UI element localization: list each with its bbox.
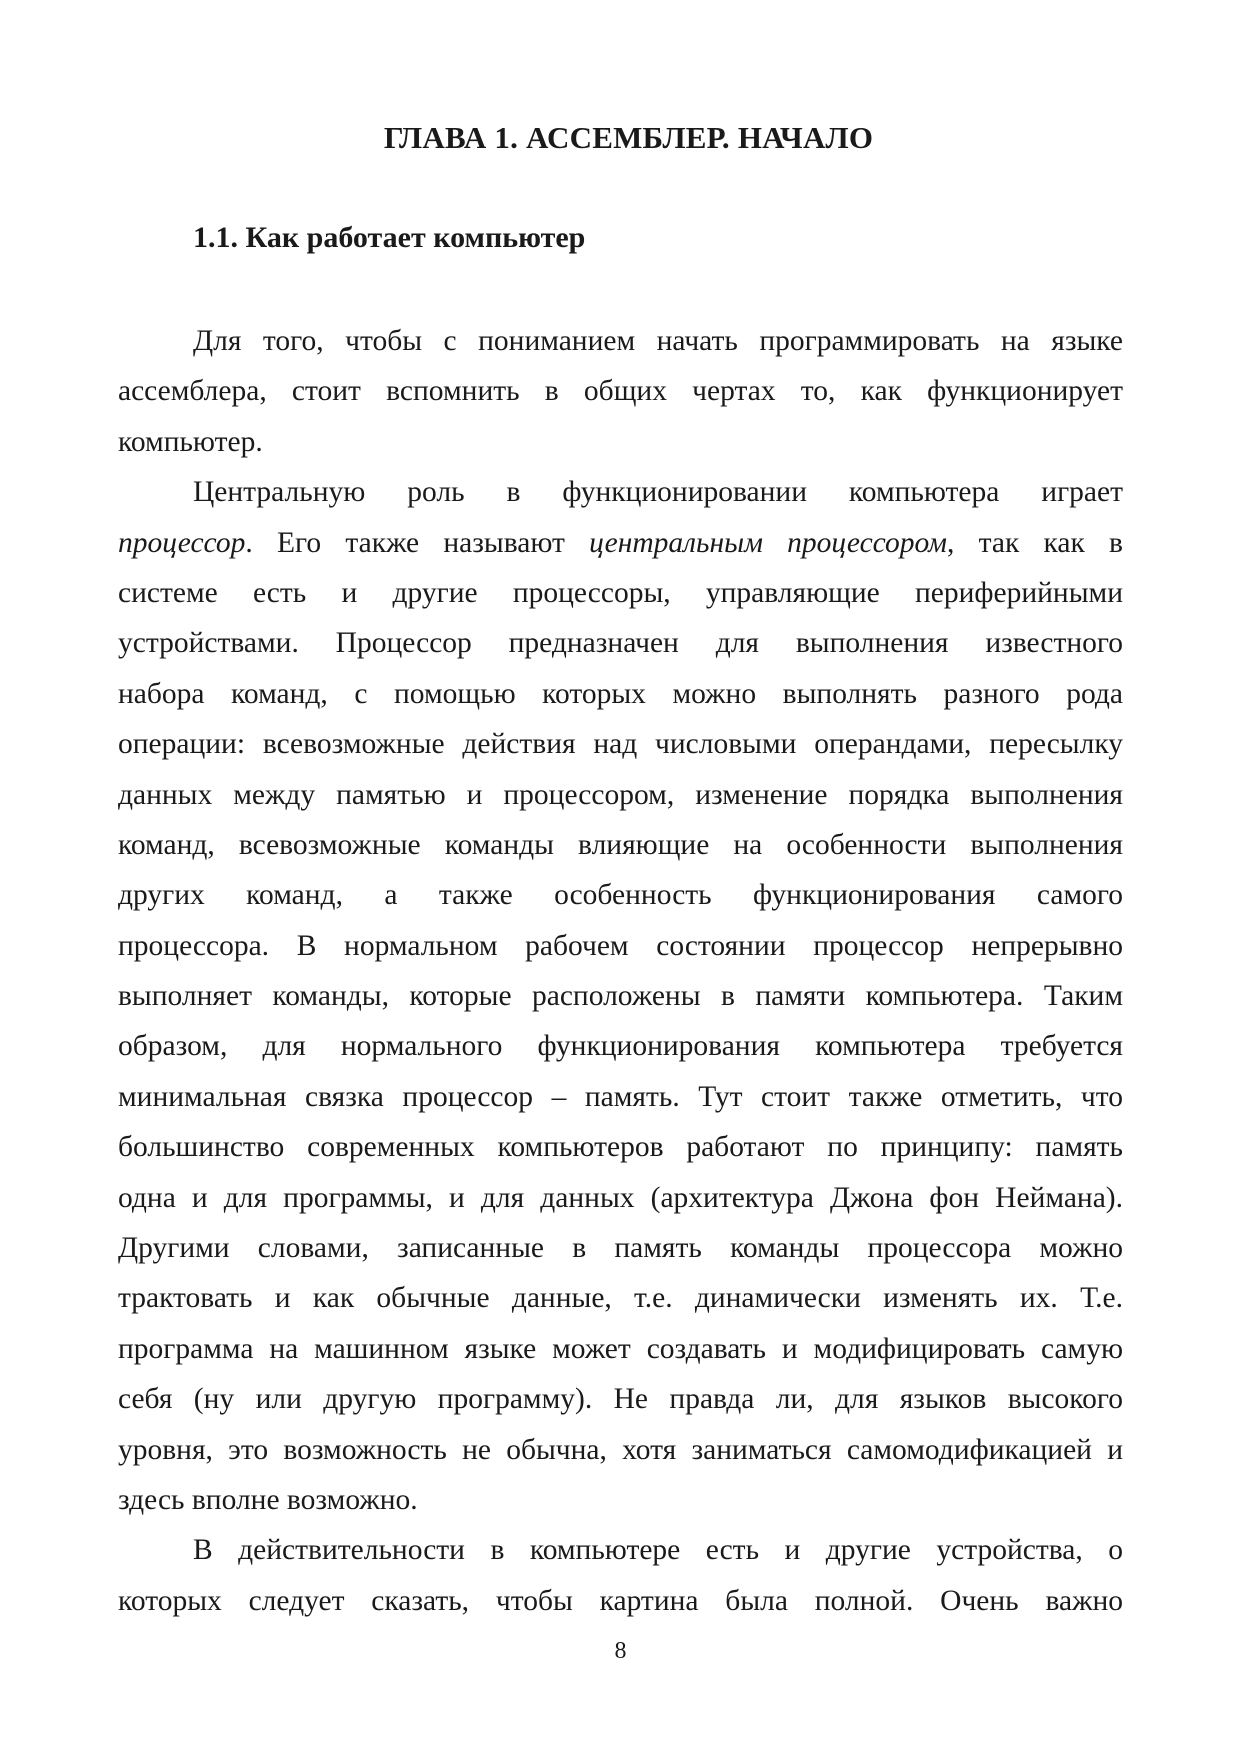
- italic-term: процессор: [118, 526, 246, 559]
- paragraph-2-line: большинство современных компьютеров работают по принципу: память: [118, 1131, 1123, 1164]
- paragraph-2-line: программа на машинном языке может создавать и модифицировать самую: [118, 1332, 1123, 1365]
- paragraph-2-line: других команд, а также особенность функционирования самого: [118, 879, 1123, 912]
- paragraph-2-line: процессора. В нормальном рабочем состоянии процессор непрерывно: [118, 929, 1123, 962]
- paragraph-2-line: данных между памятью и процессором, изменение порядка выполнения: [118, 778, 1123, 811]
- paragraph-2-line: операции: всевозможные действия над числовыми операндами, пересылку: [118, 728, 1123, 761]
- body-text: [118, 316, 1123, 1626]
- paragraph-2-line: устройствами. Процессор предназначен для выполнения известного: [118, 627, 1123, 660]
- paragraph-1-line: компьютер.: [118, 425, 263, 458]
- paragraph-1-line: Для того, чтобы с пониманием начать программировать на языке: [193, 325, 1123, 357]
- paragraph-2-line: команд, всевозможные команды влияющие на особенности выполнения: [118, 828, 1123, 861]
- paragraph-2-line: образом, для нормального функционирования компьютера требуется: [118, 1030, 1123, 1063]
- paragraph-1-line: ассемблера, стоит вспомнить в общих чертах то, как функционирует: [118, 375, 1123, 408]
- paragraph-3-line: которых следует сказать, чтобы картина была полной. Очень важно: [118, 1584, 1123, 1617]
- text-fragment: . Его также называют: [245, 526, 590, 559]
- paragraph-2-line: трактовать и как обычные данные, т.е. динамически изменять их. Т.е.: [118, 1282, 1123, 1315]
- paragraph-2-line: уровня, это возможность не обычна, хотя заниматься самомодификацией и: [118, 1433, 1123, 1466]
- section-title: 1.1. Как работает компьютер: [193, 221, 586, 254]
- paragraph-2-line: системе есть и другие процессоры, управляющие периферийными: [118, 576, 1123, 609]
- paragraph-2-line: минимальная связка процессор – память. Тут стоит также отметить, что: [118, 1080, 1123, 1113]
- paragraph-2-line: набора команд, с помощью которых можно выполнять разного рода: [118, 677, 1123, 710]
- paragraph-2-line: Другими словами, записанные в память команды процессора можно: [118, 1232, 1123, 1265]
- italic-term: центральным процессором: [589, 526, 947, 559]
- paragraph-2-line: выполняет команды, которые расположены в памяти компьютера. Таким: [118, 980, 1123, 1013]
- paragraph-2-line: здесь вполне возможно.: [118, 1483, 418, 1516]
- page-number: 8: [614, 1638, 627, 1664]
- text-fragment: , так как в: [946, 526, 1123, 559]
- paragraph-3-line: В действительности в компьютере есть и другие устройства, о: [193, 1534, 1123, 1567]
- paragraph-2-line: Центральную роль в функционировании компьютера играет: [193, 476, 1123, 509]
- chapter-title: ГЛАВА 1. АССЕМБЛЕР. НАЧАЛО: [383, 120, 874, 155]
- paragraph-2-line: одна и для программы, и для данных (архитектура Джона фон Неймана).: [118, 1181, 1123, 1214]
- paragraph-2-line-mixed: [118, 518, 1123, 568]
- paragraph-2-line: себя (ну или другую программу). Не правда ли, для языков высокого: [118, 1383, 1123, 1416]
